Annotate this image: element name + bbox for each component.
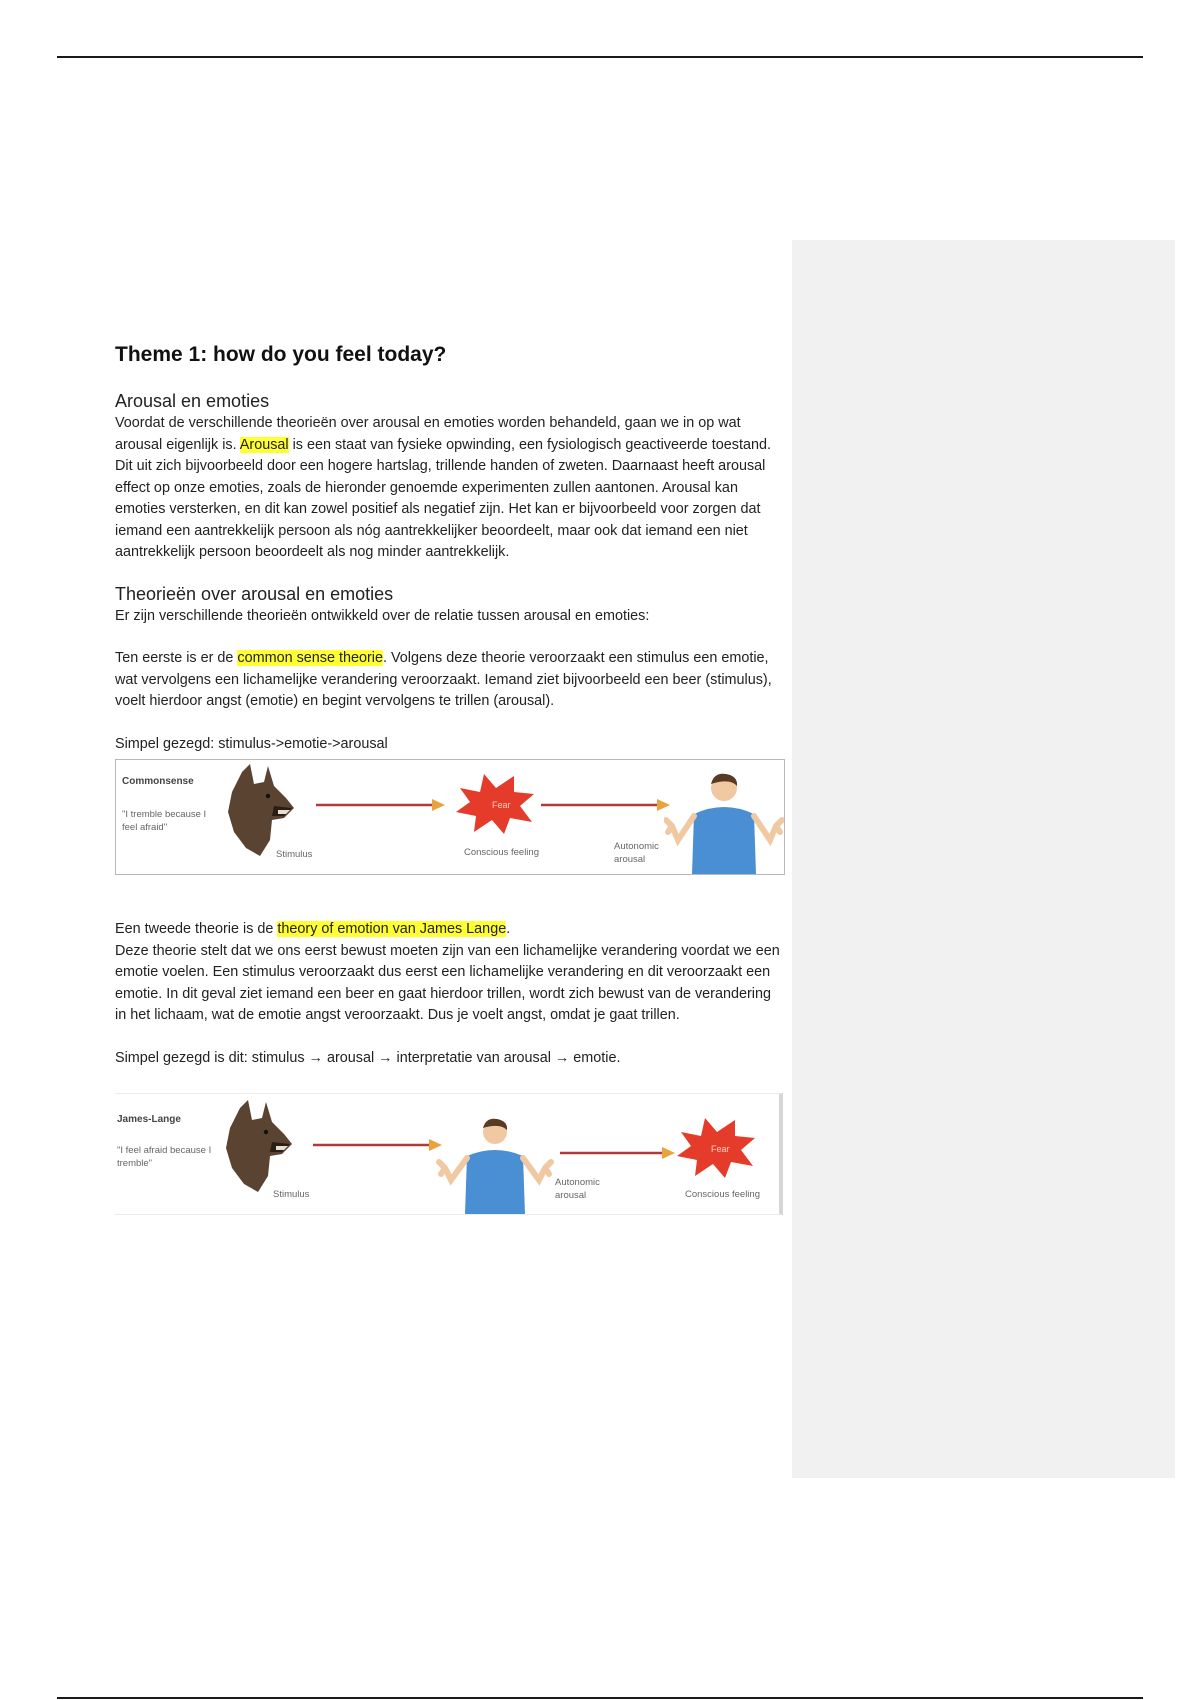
label-autonomic-arousal: Autonomic arousal	[614, 841, 659, 865]
figure-title: James-Lange	[117, 1114, 181, 1125]
arrow-right-icon	[313, 1138, 443, 1152]
highlight-arousal: Arousal	[239, 436, 289, 453]
comment-pane	[792, 240, 1175, 1478]
highlight-james-lange: theory of emotion van James Lange	[277, 921, 507, 937]
section-heading-arousal: Arousal en emoties	[115, 391, 270, 411]
label-stimulus: Stimulus	[273, 1189, 310, 1200]
simple-summary-common-sense: Simpel gezegd: stimulus->emotie->arousal	[115, 735, 388, 752]
arrow-right-icon	[560, 1146, 676, 1160]
paragraph-theories-intro: Er zijn verschillende theorieën ontwikkeld over de relatie tussen arousal en emoties:	[115, 607, 650, 624]
figure-commonsense	[115, 759, 785, 875]
figure-quote: "I tremble because I feel afraid"	[122, 809, 207, 833]
fear-burst-icon	[454, 772, 536, 836]
paragraph-james-lange: Een tweede theorie is de theory of emotion van James Lange. Deze theorie stelt dat we ons eerst bewust moeten zijn van een lichamelijke verandering voordat we een emotie voelen. Een stimulus veroorzaakt dus eerst een lichamelijke verandering en dit veroorzaakt een emotie. In dit geval ziet iemand een beer en gaat hierdoor trillen, wordt zich bewust van de verandering in het lichaam, wat de emotie angst veroorzaakt. Dus je voelt angst, omdat je gaat trillen.	[115, 921, 780, 1023]
figure-title: Commonsense	[122, 776, 194, 787]
fear-label: Fear	[711, 1144, 730, 1154]
dog-head-icon	[224, 762, 294, 857]
fear-label: Fear	[492, 800, 511, 810]
fear-burst-icon	[675, 1116, 757, 1180]
label-stimulus: Stimulus	[276, 849, 313, 860]
document-body	[115, 340, 785, 1215]
label-conscious-feeling: Conscious feeling	[685, 1189, 760, 1200]
section-heading-theories: Theorieën over arousal en emoties	[115, 583, 394, 604]
dog-head-icon	[222, 1098, 292, 1193]
paragraph-arousal: Voordat de verschillende theorieën over arousal en emoties worden behandeld, gaan we in op wat arousal eigenlijk is. Arousal is een staat van fysieke opwinding, een fysiologisch geactiveerde toestand. Dit uit zich bijvoorbeeld door een hogere hartslag, trillende handen of zweten. Daarnaast heeft arousal effect op onze emoties, zoals de hieronder genoemde experimenten zullen aantonen. Arousal kan emoties versterken, en dit kan zowel positief als negatief zijn. Het kan er bijvoorbeeld voor zorgen dat iemand een aantrekkelijk persoon als nóg aantrekkelijker beoordeelt, maar ook dat iemand een niet aantrekkelijk persoon beoordeelt als nog minder aantrekkelijk.	[115, 415, 771, 560]
footer-rule	[57, 1697, 1143, 1699]
trembling-person-icon	[664, 770, 784, 874]
arrow-right-icon	[541, 798, 671, 812]
arrow-right-icon	[316, 798, 446, 812]
paragraph-common-sense: Ten eerste is er de common sense theorie. Volgens deze theorie veroorzaakt een stimulus een emotie, wat vervolgens een lichamelijke verandering veroorzaakt. Iemand ziet bijvoorbeeld een beer (stimulus), voelt hierdoor angst (emotie) en begint vervolgens te trillen (arousal).	[115, 650, 772, 709]
trembling-person-icon	[435, 1116, 555, 1214]
figure-quote: "I feel afraid because I tremble"	[117, 1145, 212, 1169]
header-rule	[57, 56, 1143, 58]
highlight-common-sense: common sense theorie	[237, 650, 383, 666]
page-title: Theme 1: how do you feel today?	[115, 343, 447, 366]
figure-james-lange	[115, 1093, 783, 1215]
label-autonomic-arousal: Autonomic arousal	[555, 1177, 600, 1201]
label-conscious-feeling: Conscious feeling	[464, 847, 539, 858]
simple-summary-james-lange: Simpel gezegd is dit: stimulus → arousal → interpretatie van arousal → emotie.	[115, 1049, 621, 1066]
